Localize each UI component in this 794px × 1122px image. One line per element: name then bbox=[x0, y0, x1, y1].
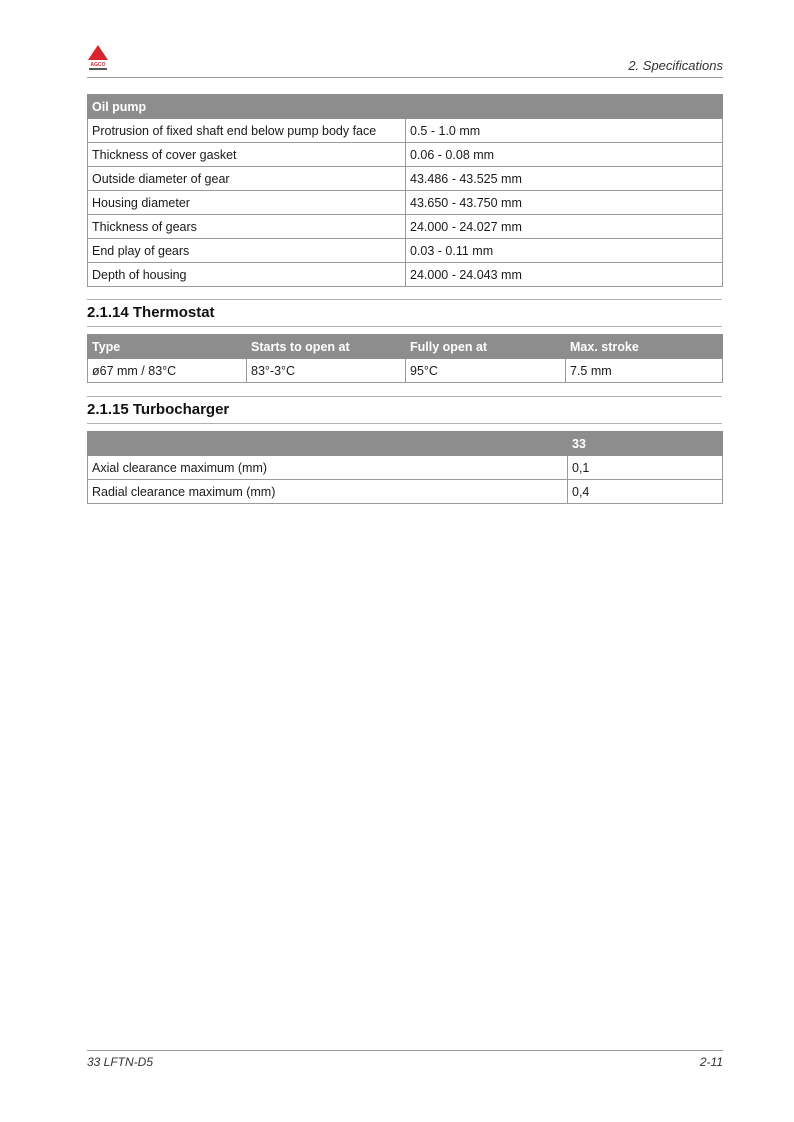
agco-triangle-icon bbox=[87, 44, 109, 74]
page-header bbox=[87, 44, 723, 78]
table-row bbox=[88, 119, 723, 143]
table-header-row bbox=[88, 95, 723, 119]
column-header: Fully open at bbox=[406, 335, 566, 359]
document-code: 33 LFTN-D5 bbox=[87, 1055, 154, 1069]
max-stroke-cell: 7.5 mm bbox=[566, 359, 723, 383]
value-cell: 24.000 - 24.027 mm bbox=[406, 215, 723, 239]
turbocharger-heading bbox=[87, 396, 722, 424]
table-header-row bbox=[88, 335, 723, 359]
table-row bbox=[88, 143, 723, 167]
value-cell: 24.000 - 24.043 mm bbox=[406, 263, 723, 287]
page-footer bbox=[87, 1050, 723, 1069]
value-cell: 43.486 - 43.525 mm bbox=[406, 167, 723, 191]
section-title: 2. Specifications bbox=[628, 58, 723, 73]
value-cell: 0,4 bbox=[568, 480, 723, 504]
type-cell: ø67 mm / 83°C bbox=[88, 359, 247, 383]
parameter-cell: Protrusion of fixed shaft end below pump body face bbox=[88, 119, 406, 143]
logo-text: AGCO bbox=[90, 62, 106, 68]
thermostat-table bbox=[87, 334, 723, 383]
oil-pump-title: Oil pump bbox=[88, 95, 723, 119]
value-cell: 43.650 - 43.750 mm bbox=[406, 191, 723, 215]
table-row bbox=[88, 191, 723, 215]
column-header: Max. stroke bbox=[566, 335, 723, 359]
column-header: Type bbox=[88, 335, 247, 359]
column-header bbox=[88, 432, 568, 456]
agco-logo bbox=[87, 44, 109, 74]
table-row bbox=[88, 359, 723, 383]
column-header: Starts to open at bbox=[247, 335, 406, 359]
value-cell: 0.03 - 0.11 mm bbox=[406, 239, 723, 263]
table-row bbox=[88, 239, 723, 263]
parameter-cell: Housing diameter bbox=[88, 191, 406, 215]
parameter-cell: Depth of housing bbox=[88, 263, 406, 287]
thermostat-heading-text: 2.1.14 Thermostat bbox=[87, 304, 215, 321]
table-row bbox=[88, 456, 723, 480]
parameter-cell: Outside diameter of gear bbox=[88, 167, 406, 191]
fully-open-cell: 95°C bbox=[406, 359, 566, 383]
page-number: 2-11 bbox=[699, 1055, 723, 1069]
parameter-cell: Axial clearance maximum (mm) bbox=[88, 456, 568, 480]
starts-open-cell: 83°-3°C bbox=[247, 359, 406, 383]
table-row bbox=[88, 215, 723, 239]
parameter-cell: End play of gears bbox=[88, 239, 406, 263]
turbocharger-heading-text: 2.1.15 Turbocharger bbox=[87, 401, 230, 418]
column-header: 33 bbox=[568, 432, 723, 456]
value-cell: 0.06 - 0.08 mm bbox=[406, 143, 723, 167]
table-header-row bbox=[88, 432, 723, 456]
table-row bbox=[88, 263, 723, 287]
parameter-cell: Radial clearance maximum (mm) bbox=[88, 480, 568, 504]
value-cell: 0.5 - 1.0 mm bbox=[406, 119, 723, 143]
table-row bbox=[88, 480, 723, 504]
table-row bbox=[88, 167, 723, 191]
thermostat-heading bbox=[87, 299, 722, 327]
oil-pump-table bbox=[87, 94, 723, 287]
parameter-cell: Thickness of gears bbox=[88, 215, 406, 239]
turbocharger-table bbox=[87, 431, 723, 504]
value-cell: 0,1 bbox=[568, 456, 723, 480]
parameter-cell: Thickness of cover gasket bbox=[88, 143, 406, 167]
